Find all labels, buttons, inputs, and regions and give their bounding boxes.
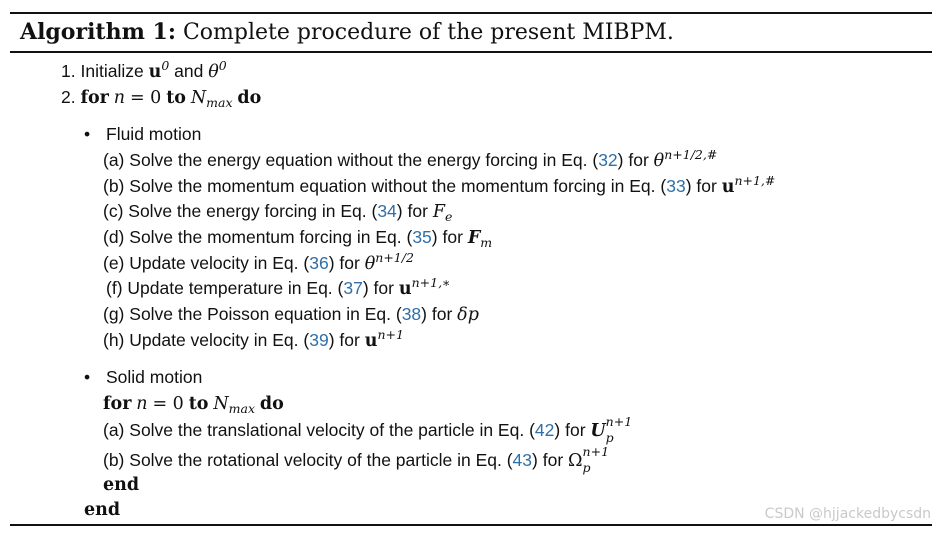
step-text: Solve the momentum forcing in Eq. bbox=[129, 227, 402, 247]
section-title: Fluid motion bbox=[106, 124, 202, 144]
math-symbol: U bbox=[590, 421, 606, 441]
step-label: (a) bbox=[103, 420, 125, 440]
solid-loop bbox=[103, 391, 284, 416]
equation-link[interactable]: 36 bbox=[309, 253, 329, 273]
subscript: e bbox=[444, 209, 453, 224]
math-symbol: F bbox=[467, 228, 481, 248]
step-label: (a) bbox=[103, 150, 125, 170]
step-initialize bbox=[61, 59, 227, 84]
section-title: Solid motion bbox=[106, 367, 203, 387]
step-label: (b) bbox=[103, 450, 125, 470]
fluid-step: (b) Solve the momentum equation without the momentum forcing in Eq. (33) for $u^{n+1,\#}$ bbox=[103, 173, 776, 197]
for-word: for bbox=[442, 227, 463, 247]
math-symbol: θ bbox=[364, 254, 376, 274]
loop-start: = 0 bbox=[152, 394, 184, 414]
for-word: for bbox=[542, 450, 564, 470]
superscript: n+1/2 bbox=[375, 250, 414, 265]
superscript: n+1 bbox=[582, 444, 610, 460]
loop-variable: n bbox=[113, 88, 126, 108]
velocity-symbol: u bbox=[148, 62, 162, 82]
superscript: n+1,# bbox=[734, 173, 776, 188]
subscript: max bbox=[228, 401, 256, 416]
for-word: for bbox=[696, 176, 717, 196]
step-label: (c) bbox=[103, 201, 124, 221]
fluid-motion-heading bbox=[84, 122, 201, 146]
keyword-end-outer: end bbox=[84, 500, 121, 520]
step-number: 1. bbox=[61, 61, 76, 81]
algorithm-caption bbox=[20, 17, 674, 48]
subscript: p bbox=[605, 430, 614, 446]
step-label: (b) bbox=[103, 176, 125, 196]
keyword-for: for bbox=[80, 88, 109, 108]
fluid-step: (f) Update temperature in Eq. (37) for $u^{n+1,∗}$ bbox=[106, 275, 451, 299]
keyword-for: for bbox=[103, 394, 132, 414]
fluid-step: (a) Solve the energy equation without the energy forcing in Eq. (32) for $\theta^{n+1/2,\#}$ bbox=[103, 147, 718, 171]
top-rule bbox=[10, 12, 932, 14]
and-word: and bbox=[174, 61, 204, 81]
step-label: (h) bbox=[103, 330, 125, 350]
superscript: n+1 bbox=[605, 414, 633, 430]
for-word: for bbox=[373, 278, 394, 298]
equation-link[interactable]: 42 bbox=[534, 420, 555, 440]
equation-link[interactable]: 35 bbox=[412, 227, 432, 247]
step-text: Initialize bbox=[80, 61, 144, 81]
keyword-do: do bbox=[237, 88, 262, 108]
for-word: for bbox=[565, 420, 586, 440]
fluid-step: (d) Solve the momentum forcing in Eq. (35) for $F_m$ bbox=[103, 227, 493, 250]
algorithm-title: Complete procedure of the present MIBPM. bbox=[182, 20, 674, 45]
step-time-loop bbox=[61, 85, 261, 110]
index-stack bbox=[605, 414, 633, 446]
loop-variable: n bbox=[136, 394, 148, 414]
step-number: 2. bbox=[61, 87, 76, 107]
bottom-rule bbox=[10, 524, 932, 526]
keyword-do: do bbox=[259, 394, 284, 414]
superscript: n+1,∗ bbox=[411, 275, 451, 290]
math-symbol: u bbox=[398, 279, 412, 299]
keyword-end-inner: end bbox=[103, 475, 140, 495]
step-label: (e) bbox=[103, 253, 125, 273]
bullet-icon: • bbox=[84, 367, 91, 387]
superscript: n+1 bbox=[377, 327, 404, 342]
math-symbol: F bbox=[432, 202, 445, 222]
fluid-step: (h) Update velocity in Eq. (39) for $u^{n+1}$ bbox=[103, 327, 404, 351]
equation-link[interactable]: 38 bbox=[401, 304, 422, 324]
equation-link[interactable]: 34 bbox=[377, 201, 397, 221]
step-text: Solve the rotational velocity of the particle in Eq. bbox=[129, 450, 502, 470]
subscript: max bbox=[206, 95, 233, 110]
keyword-to: to bbox=[166, 88, 186, 108]
fluid-step: (e) Update velocity in Eq. (36) for $\theta^{n+1/2}$ bbox=[103, 250, 414, 274]
superscript: 0 bbox=[218, 58, 227, 73]
math-symbol: u bbox=[364, 331, 378, 351]
for-word: for bbox=[407, 201, 428, 221]
step-label: (d) bbox=[103, 227, 125, 247]
step-text: Update velocity in Eq. bbox=[129, 330, 299, 350]
caption-rule bbox=[10, 51, 932, 53]
step-text: Update velocity in Eq. bbox=[129, 253, 299, 273]
superscript: n+1/2,# bbox=[664, 147, 718, 162]
superscript: 0 bbox=[161, 58, 170, 73]
for-word: for bbox=[339, 330, 360, 350]
equation-link[interactable]: 37 bbox=[343, 278, 363, 298]
fluid-step: (c) Solve the energy forcing in Eq. (34) for $F_e$ bbox=[103, 201, 453, 224]
temperature-symbol: θ bbox=[208, 62, 219, 82]
keyword-to: to bbox=[188, 394, 209, 414]
subscript: p bbox=[582, 460, 591, 476]
solid-step: (b) Solve the rotational velocity of the particle in Eq. (43) for Ω n+1 p bbox=[103, 444, 610, 476]
watermark: CSDN @hjjackedbycsdn bbox=[764, 506, 931, 522]
math-symbol: Ω bbox=[568, 451, 583, 471]
solid-motion-heading bbox=[84, 365, 202, 389]
equation-link[interactable]: 33 bbox=[666, 176, 686, 196]
step-text: Solve the energy equation without the energy forcing in Eq. bbox=[129, 150, 588, 170]
step-text: Solve the momentum equation without the momentum forcing in Eq. bbox=[129, 176, 656, 196]
step-text: Solve the energy forcing in Eq. bbox=[128, 201, 367, 221]
algorithm-label: Algorithm 1: bbox=[20, 19, 176, 45]
loop-limit: N bbox=[213, 394, 229, 414]
step-label: (f) bbox=[106, 278, 123, 298]
math-symbol: u bbox=[721, 177, 735, 197]
index-stack bbox=[582, 444, 610, 476]
step-label: (g) bbox=[103, 304, 125, 324]
bullet-icon: • bbox=[84, 124, 91, 144]
fluid-step: (g) Solve the Poisson equation in Eq. (38) for δp bbox=[103, 304, 479, 325]
step-text: Solve the translational velocity of the particle in Eq. bbox=[129, 420, 525, 440]
loop-limit: N bbox=[190, 88, 207, 108]
loop-start: = 0 bbox=[129, 88, 162, 108]
subscript: m bbox=[480, 235, 493, 250]
for-word: for bbox=[339, 253, 360, 273]
for-word: for bbox=[628, 150, 649, 170]
math-symbol: δp bbox=[457, 305, 479, 325]
for-word: for bbox=[431, 304, 453, 324]
equation-link[interactable]: 43 bbox=[512, 450, 533, 470]
step-text: Update temperature in Eq. bbox=[127, 278, 333, 298]
equation-link[interactable]: 39 bbox=[309, 330, 329, 350]
equation-link[interactable]: 32 bbox=[598, 150, 618, 170]
math-symbol: θ bbox=[653, 151, 665, 171]
solid-step: (a) Solve the translational velocity of the particle in Eq. (42) for U n+1 p bbox=[103, 414, 633, 446]
step-text: Solve the Poisson equation in Eq. bbox=[129, 304, 391, 324]
